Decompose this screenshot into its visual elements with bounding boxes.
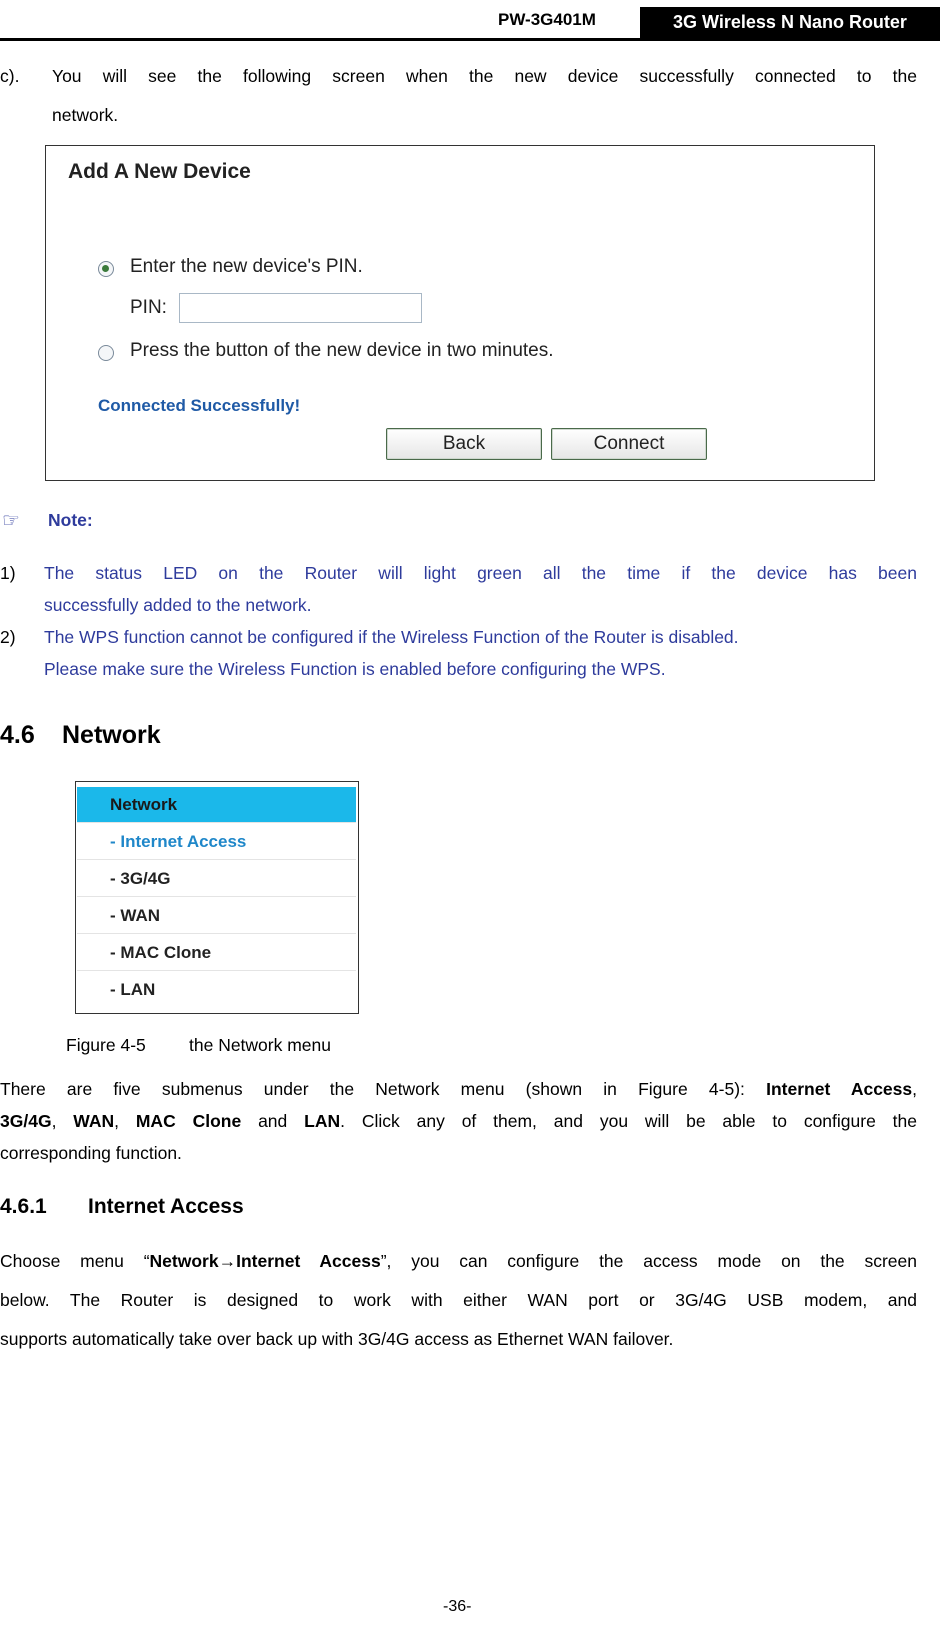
option-press-button-label: Press the button of the new device in two minutes. [130,340,554,361]
back-button[interactable]: Back [386,428,542,460]
header-rule [0,38,940,41]
para-sep-1: , [51,1111,74,1131]
section-number: 4.6 [0,721,35,749]
pointing-hand-icon: ☞ [2,510,20,532]
note-item-1-line1: The status LED on the Router will light green all the time if the device has been [44,563,917,583]
para-bold-3g4g: 3G/4G [0,1111,52,1131]
radio-press-button[interactable] [98,345,114,361]
para-text-2: . Click any of them, and you will be able to configure the [340,1111,917,1131]
para-comma: , [912,1079,917,1099]
note-title: Note: [48,510,93,530]
option-enter-pin-label: Enter the new device's PIN. [130,256,363,277]
add-device-screenshot [45,145,875,481]
menu-network[interactable]: Network [77,787,356,823]
ia-bold-network: Network [149,1251,219,1271]
page-number: -36- [443,1598,472,1615]
step-text-line1: You will see the following screen when the new device successfully connected to the [52,66,917,86]
para-text-1: There are five submenus under the Network menu (shown in Figure 4-5): [0,1079,767,1099]
para-bold-wan: WAN [73,1111,115,1131]
connected-status: Connected Successfully! [98,396,301,415]
network-paragraph [0,1073,917,1169]
para-line-3: corresponding function. [0,1143,182,1163]
menu-internet-access[interactable]: - Internet Access [77,824,356,860]
radio-enter-pin[interactable] [98,261,114,277]
note-item-1-num: 1) [0,563,16,583]
ia-bold-internet-access: Internet Access [236,1251,381,1271]
figure-text: the Network menu [189,1035,332,1055]
note-item-2-line1: The WPS function cannot be configured if the Wireless Function of the Router is disabled. [44,627,739,647]
ia-text-2: ”, you can configure the access mode on the screen [380,1251,917,1271]
para-bold-mac-clone: MAC Clone [135,1111,242,1131]
ia-arrow: → [218,1251,237,1271]
note-item-1-line2: successfully added to the network. [44,595,312,615]
para-and: and [241,1111,305,1131]
note-item-2-line2: Please make sure the Wireless Function is enabled before configuring the WPS. [44,659,666,679]
add-device-title: Add A New Device [68,160,251,183]
note-item-2-num: 2) [0,627,16,647]
menu-wan[interactable]: - WAN [77,898,356,934]
subsection-number: 4.6.1 [0,1195,47,1218]
para-sep-2: , [114,1111,136,1131]
para-bold-lan: LAN [304,1111,341,1131]
section-title: Network [62,721,161,749]
menu-3g4g[interactable]: - 3G/4G [77,861,356,897]
connect-button[interactable]: Connect [551,428,707,460]
step-marker: c). [0,66,20,86]
figure-label: Figure 4-5 [66,1035,146,1055]
pin-label: PIN: [130,297,167,318]
subsection-title: Internet Access [88,1195,244,1218]
menu-lan[interactable]: - LAN [110,980,156,999]
ia-line-3: supports automatically take over back up with 3G/4G access as Ethernet WAN failover. [0,1329,674,1349]
network-menu-screenshot [75,781,359,1014]
menu-mac-clone[interactable]: - MAC Clone [77,935,356,971]
step-text-line2: network. [52,105,119,125]
pin-input[interactable] [179,293,422,323]
header-model: PW-3G401M [498,10,596,29]
ia-text-1: Choose menu “ [0,1251,150,1271]
para-bold-internet-access: Internet Access [766,1079,913,1099]
header-product: 3G Wireless N Nano Router [640,7,940,38]
internet-access-paragraph [0,1242,917,1359]
ia-line-2: below. The Router is designed to work with either WAN port or 3G/4G USB modem, and [0,1290,917,1310]
